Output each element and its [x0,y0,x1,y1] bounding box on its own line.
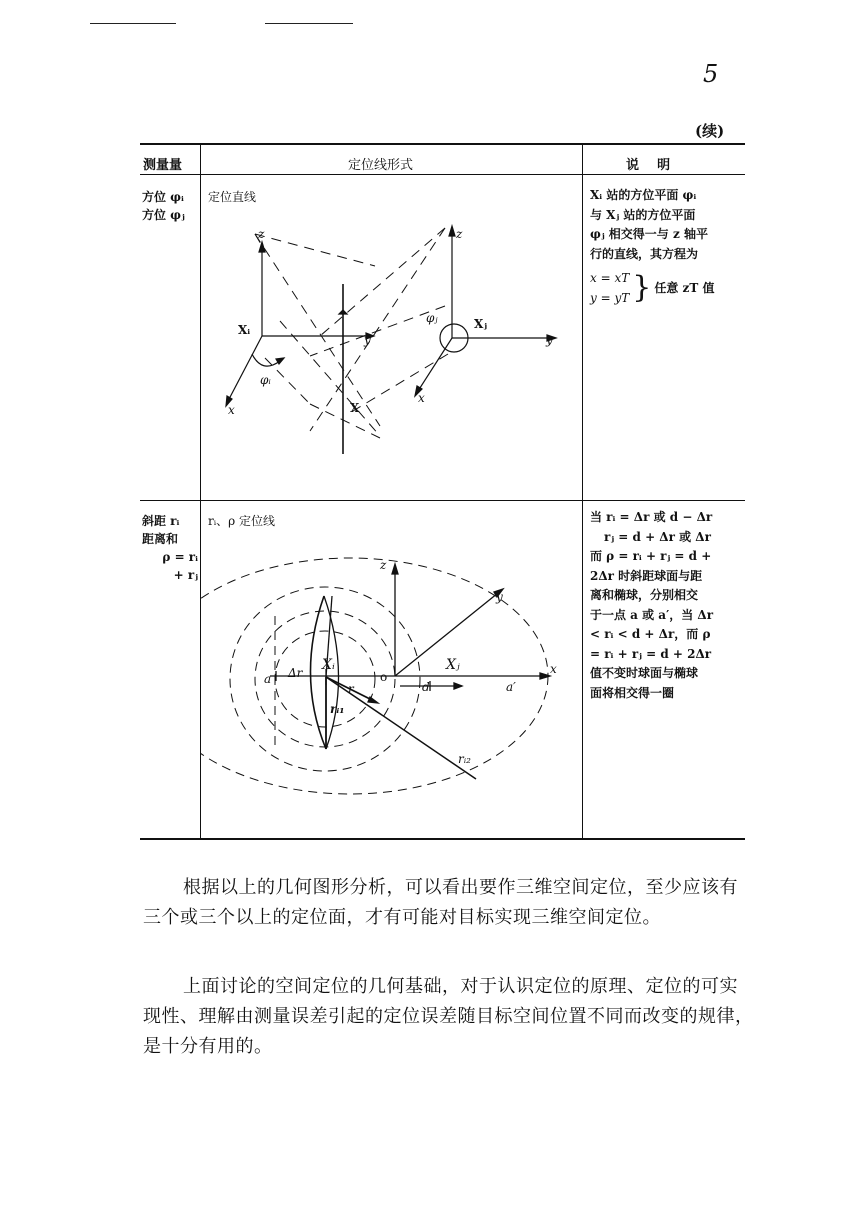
diagram2-y: y [496,590,503,604]
table-top-rule [140,143,745,145]
equation-suffix: 任意 zT 值 [654,281,715,295]
diagram-xt: X [350,401,360,415]
row2-explanation-line-7: < rᵢ < d + Δr，而 ρ [590,627,711,641]
row2-explanation-line-5: 离和椭球，分别相交 [590,588,699,602]
diagram2-delta-r: Δr [288,666,303,680]
diagram2-xj: Xⱼ [446,657,460,673]
diagram2-z: z [380,558,387,572]
row1-explanation-line-1: Xᵢ 站的方位平面 φᵢ [590,188,697,202]
row2-explanation-line-2: rⱼ = d + Δr 或 Δr [604,529,711,544]
paragraph-2-text: 上面讨论的空间定位的几何基础，对于认识定位的原理、定位的可实现性、理解由测量误差引起的定位误差随目标空间位置不同而改变的规律，是十分有用的。 [143,976,754,1057]
header-quantity: 测量量 [143,158,183,173]
row2-diagram [200,501,582,838]
row2-explanation-line-1: 当 rᵢ = Δr 或 d − Δr [590,510,713,524]
diagram2-ri1: rᵢ₁ [330,702,345,716]
row2-quantity-line-2: 距离和 [142,532,179,546]
diagram2-a: a [264,672,272,686]
row1-quantity [142,188,185,224]
equation-line-2: y = yT [590,291,630,305]
row2-form-label: rᵢ、ρ 定位线 [208,514,276,528]
diagram-phi-i: φᵢ [260,373,271,387]
equation-line-1: x = xT [590,271,630,285]
paragraph-1-text: 根据以上的几何图形分析，可以看出要作三维空间定位，至少应该有三个或三个以上的定位面，才有可能对目标实现三维空间定位。 [143,877,738,928]
row1-explanation-line-2: 与 Xⱼ 站的方位平面 [590,207,696,222]
diagram-xi: Xᵢ [238,323,251,337]
paragraph-1 [143,873,755,933]
row2-explanation-line-9: 值不变时球面与椭球 [590,666,699,680]
row2-explanation-line-4: 2Δr 时斜距球面与距 [590,568,703,583]
header-rule-left [90,23,176,24]
row2-explanation-line-6: 于一点 a 或 a′，当 Δr [590,607,714,622]
continued-label: (续) [695,122,725,140]
row2-quantity-line-1: 斜距 rᵢ [142,514,180,528]
row2-quantity-line-3: ρ = rᵢ [162,550,198,564]
row1-explanation [590,186,708,264]
table-header-rule [140,174,745,175]
row1-form-label: 定位直线 [208,190,257,204]
diagram2-a-prime: a′ [506,680,516,694]
header-form: 定位线形式 [348,158,414,173]
diagram-x-left: x [228,403,235,417]
row2-explanation [590,508,713,703]
row2-quantity [142,512,198,584]
row1-quantity-line-2: 方位 φⱼ [142,208,185,222]
diagram2-d: d [422,680,430,694]
header-explanation: 说 明 [626,158,671,173]
row2-quantity-line-4: + rⱼ [173,568,198,582]
table-col-rule-2 [582,143,583,840]
header-rule-right [265,23,353,24]
diagram2-ri2: rᵢ₂ [458,752,471,766]
page-number: 5 [703,60,719,88]
diagram2-xi: Xᵢ [322,657,335,673]
row2-explanation-line-8: = rᵢ + rⱼ = d + 2Δr [590,646,712,661]
diagram-z-left: z [258,227,265,241]
row2-explanation-line-3: 而 ρ = rᵢ + rⱼ = d + [590,549,712,563]
row1-diagram [200,176,582,500]
diagram2-x: x [550,662,557,676]
diagram2-r: r [348,682,354,696]
diagram-y-right: y [546,333,553,347]
diagram-y-left: y [364,333,371,347]
diagram-phi-j: φⱼ [426,311,438,325]
paragraph-2 [143,972,755,1062]
row2-explanation-line-10: 面将相交得一圈 [590,685,675,700]
row1-explanation-line-4: 行的直线，其方程为 [590,246,699,261]
row1-quantity-line-1: 方位 φᵢ [142,190,184,204]
equation-brace: } [632,270,652,305]
diagram-x-right: x [418,391,425,405]
row1-explanation-line-3: φⱼ 相交得一与 z 轴平 [590,227,708,241]
table-bottom-rule [140,838,745,840]
diagram-z-right: z [456,227,463,241]
diagram-xj: Xⱼ [474,317,488,331]
row1-equation [590,268,714,308]
diagram2-o: o [380,670,388,684]
